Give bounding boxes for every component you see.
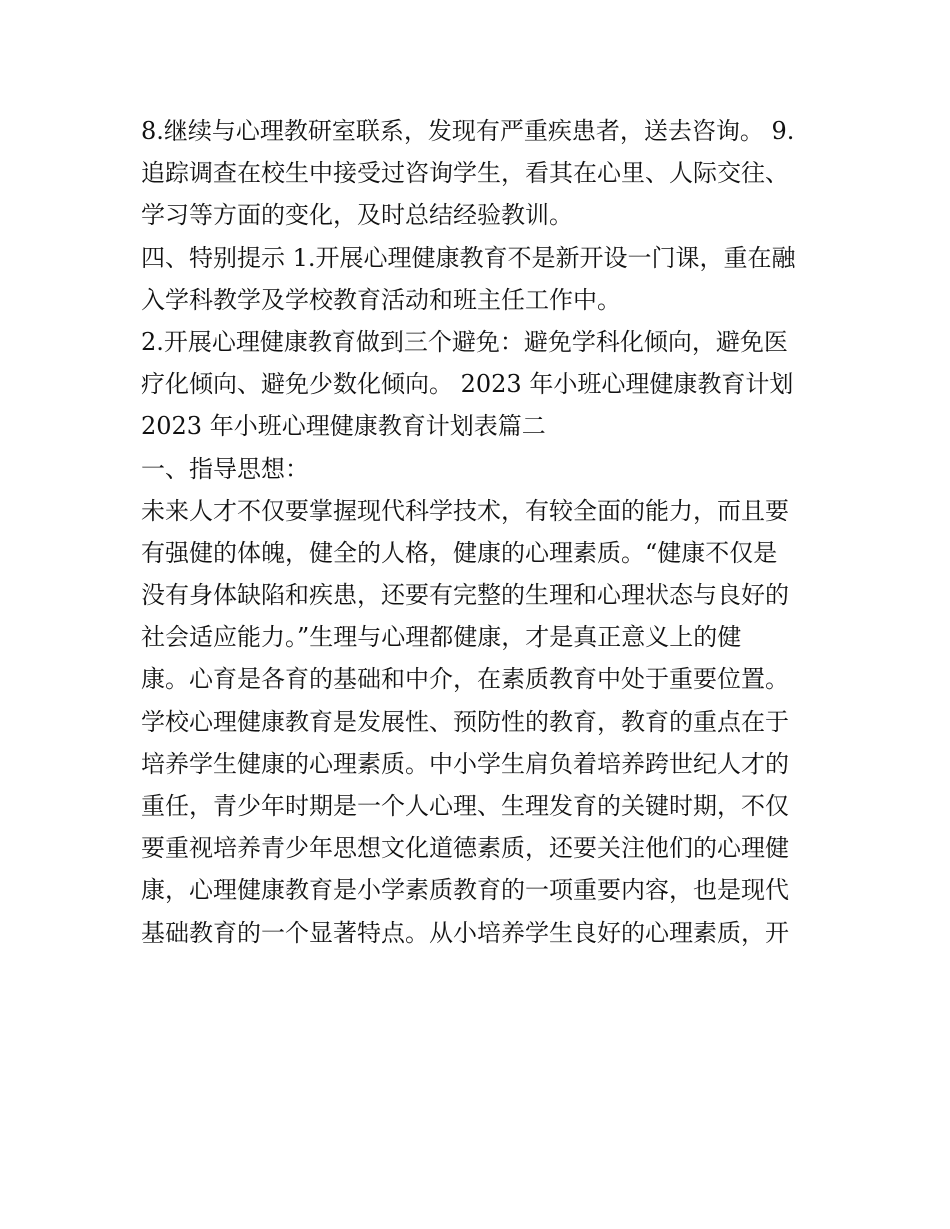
body-text	[141, 110, 821, 954]
text-line: 2.开展心理健康教育做到三个避免：避免学科化倾向，避免医	[141, 327, 788, 356]
text-line: 社会适应能力。”生理与心理都健康，才是真正意义上的健	[141, 623, 742, 652]
text-line: 入学科教学及学校教育活动和班主任工作中。	[141, 285, 621, 314]
text-line: 要重视培养青少年思想文化道德素质，还要关注他们的心理健	[141, 834, 789, 863]
text-line: 学习等方面的变化，及时总结经验教训。	[141, 201, 573, 230]
text-line: 追踪调查在校生中接受过咨询学生，看其在心里、人际交往、	[141, 159, 789, 188]
document-title-line: 2023 年小班心理健康教育计划表篇二	[141, 412, 546, 441]
text-line: 康。心育是各育的基础和中介，在素质教育中处于重要位置。	[141, 665, 789, 694]
text-line: 康，心理健康教育是小学素质教育的一项重要内容，也是现代	[141, 876, 789, 905]
text-line: 没有身体缺陷和疾患，还要有完整的生理和心理状态与良好的	[141, 581, 789, 610]
section-heading-line: 四、特别提示 1.开展心理健康教育不是新开设一门课，重在融	[141, 243, 796, 272]
text-line: 基础教育的一个显著特点。从小培养学生良好的心理素质，开	[141, 918, 789, 947]
text-line: 培养学生健康的心理素质。中小学生肩负着培养跨世纪人才的	[141, 749, 789, 778]
text-line: 有强健的体魄，健全的人格，健康的心理素质。“健康不仅是	[141, 538, 778, 567]
text-line: 未来人才不仅要掌握现代科学技术，有较全面的能力，而且要	[141, 496, 789, 525]
text-line: 疗化倾向、避免少数化倾向。 2023 年小班心理健康教育计划	[141, 370, 794, 399]
text-line: 8.继续与心理教研室联系，发现有严重疾患者，送去咨询。 9.	[141, 117, 795, 145]
text-line: 重任，青少年时期是一个人心理、生理发育的关键时期，不仅	[141, 792, 789, 820]
section-heading-line: 一、指导思想：	[141, 454, 309, 483]
text-line: 学校心理健康教育是发展性、预防性的教育，教育的重点在于	[141, 707, 789, 736]
